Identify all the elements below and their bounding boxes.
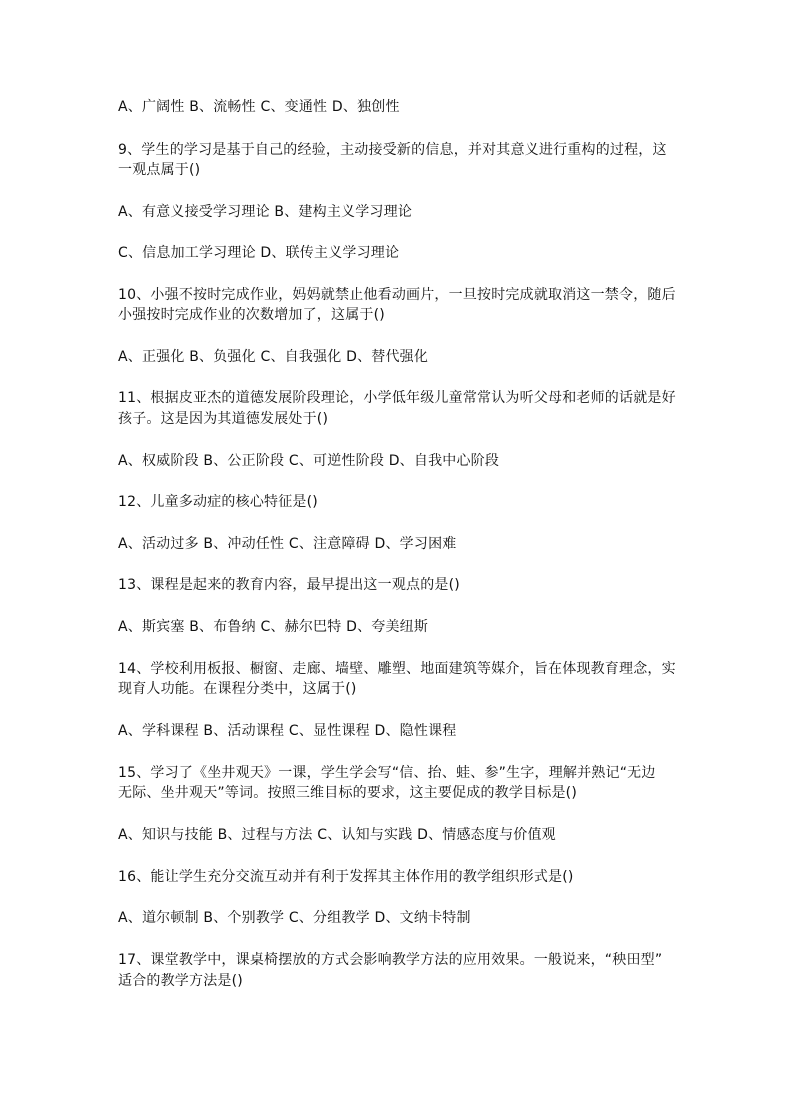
- option-line: A、活动过多 B、冲动任性 C、注意障碍 D、学习困难: [118, 536, 457, 552]
- question-line: 现育人功能。在课程分类中，这属于(): [118, 681, 357, 697]
- question-line: 13、课程是起来的教育内容，最早提出这一观点的是(): [118, 577, 460, 593]
- question-line: 无际、坐井观天”等词。按照三维目标的要求，这主要促成的教学目标是(): [118, 785, 577, 801]
- option-line: A、有意义接受学习理论 B、建构主义学习理论: [118, 204, 413, 220]
- option-line: A、学科课程 B、活动课程 C、显性课程 D、隐性课程: [118, 723, 457, 739]
- question-line: 11、根据皮亚杰的道德发展阶段理论，小学低年级儿童常常认为听父母和老师的话就是好: [118, 390, 676, 406]
- option-line: A、权威阶段 B、公正阶段 C、可逆性阶段 D、自我中心阶段: [118, 453, 500, 469]
- question-line: 12、儿童多动症的核心特征是(): [118, 494, 318, 510]
- option-line: A、正强化 B、负强化 C、自我强化 D、替代强化: [118, 349, 429, 365]
- question-line: 小强按时完成作业的次数增加了，这属于(): [118, 307, 385, 323]
- question-line: 孩子。这是因为其道德发展处于(): [118, 411, 329, 427]
- question-line: 14、学校利用板报、橱窗、走廊、墙壁、雕塑、地面建筑等媒介，旨在体现教育理念，实: [118, 661, 676, 677]
- option-line: A、知识与技能 B、过程与方法 C、认知与实践 D、情感态度与价值观: [118, 827, 556, 843]
- question-line: 15、学习了《坐井观天》一课，学生学会写“信、抬、蛙、参”生字，理解并熟记“无边: [118, 765, 656, 781]
- option-line: C、信息加工学习理论 D、联传主义学习理论: [118, 245, 400, 261]
- question-line: 适合的教学方法是(): [118, 973, 243, 989]
- option-line: A、道尔顿制 B、个别教学 C、分组教学 D、文纳卡特制: [118, 910, 471, 926]
- question-line: 16、能让学生充分交流互动并有利于发挥其主体作用的教学组织形式是(): [118, 869, 574, 885]
- option-line: A、广阔性 B、流畅性 C、变通性 D、独创性: [118, 99, 400, 115]
- option-line: A、斯宾塞 B、布鲁纳 C、赫尔巴特 D、夸美纽斯: [118, 619, 429, 635]
- question-line: 17、课堂教学中，课桌椅摆放的方式会影响教学方法的应用效果。一般说来，“秧田型”: [118, 952, 663, 968]
- question-line: 10、小强不按时完成作业，妈妈就禁止他看动画片，一旦按时完成就取消这一禁令，随后: [118, 287, 676, 303]
- question-line: 9、学生的学习是基于自己的经验，主动接受新的信息，并对其意义进行重构的过程，这: [118, 142, 667, 158]
- question-line: 一观点属于(): [118, 162, 201, 178]
